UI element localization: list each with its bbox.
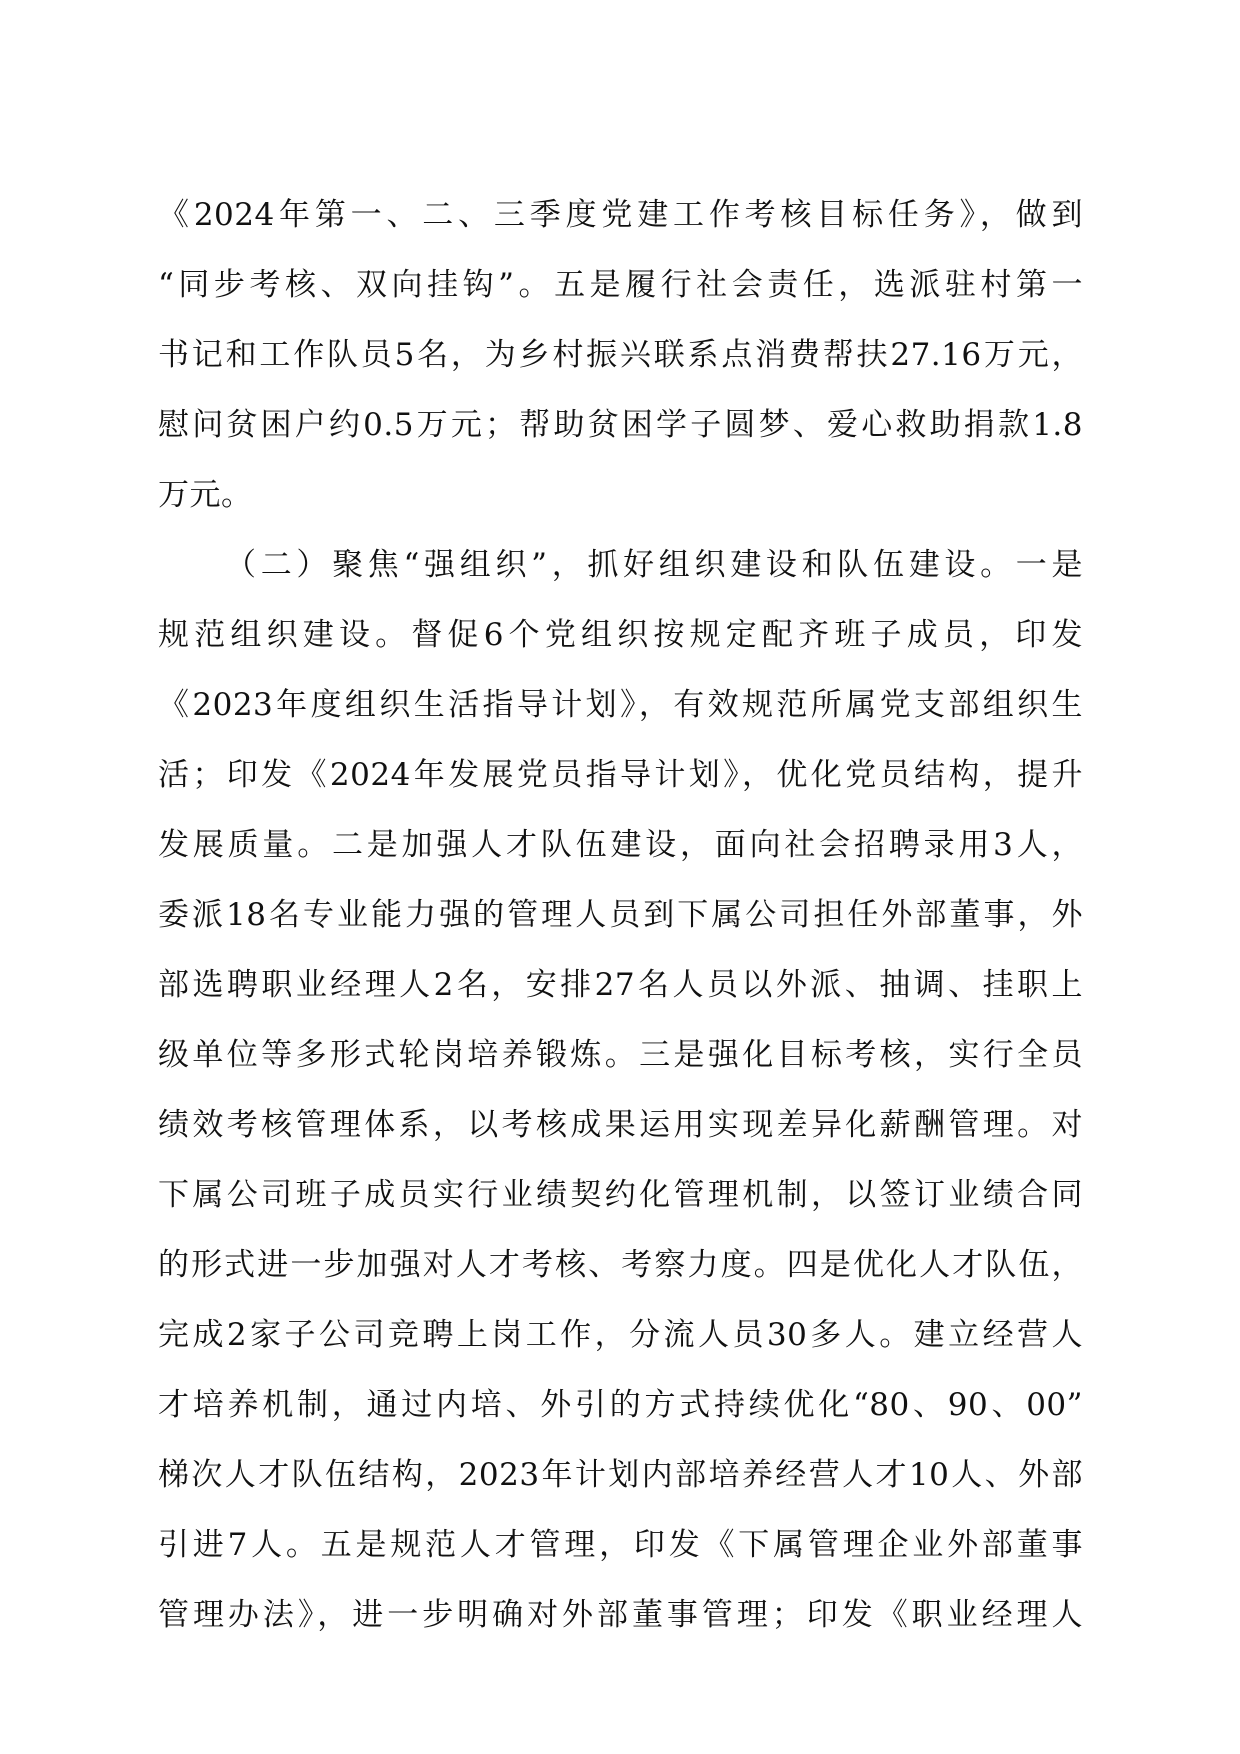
text-line: 的形式进一步加强对人才考核、考察力度。四是优化人才队伍， bbox=[158, 1247, 1083, 1283]
text-line: 《2024年第一、二、三季度党建工作考核目标任务》，做到 bbox=[158, 197, 1083, 233]
text-line: 完成2家子公司竞聘上岗工作，分流人员30多人。建立经营人 bbox=[158, 1317, 1083, 1353]
text-line: 万元。 bbox=[158, 477, 253, 513]
text-line: 规范组织建设。督促6个党组织按规定配齐班子成员，印发 bbox=[158, 617, 1083, 653]
section-heading-line: （二）聚焦“强组织”，抓好组织建设和队伍建设。一是 bbox=[225, 547, 1083, 583]
text-line: 《2023年度组织生活指导计划》，有效规范所属党支部组织生 bbox=[158, 687, 1083, 723]
text-line: 级单位等多形式轮岗培养锻炼。三是强化目标考核，实行全员 bbox=[158, 1037, 1083, 1073]
text-line: 梯次人才队伍结构，2023年计划内部培养经营人才10人、外部 bbox=[158, 1457, 1083, 1493]
text-line: 才培养机制，通过内培、外引的方式持续优化“80、90、00” bbox=[158, 1387, 1083, 1423]
text-line: 下属公司班子成员实行业绩契约化管理机制，以签订业绩合同 bbox=[158, 1177, 1083, 1213]
text-line: 发展质量。二是加强人才队伍建设，面向社会招聘录用3人， bbox=[158, 827, 1083, 863]
text-line: 管理办法》，进一步明确对外部董事管理；印发《职业经理人 bbox=[158, 1597, 1083, 1633]
text-line: 委派18名专业能力强的管理人员到下属公司担任外部董事，外 bbox=[158, 897, 1083, 933]
text-line: 活；印发《2024年发展党员指导计划》，优化党员结构，提升 bbox=[158, 757, 1083, 793]
text-line: 书记和工作队员5名，为乡村振兴联系点消费帮扶27.16万元， bbox=[158, 337, 1083, 373]
text-line: 慰问贫困户约0.5万元；帮助贫困学子圆梦、爱心救助捐款1.8 bbox=[158, 407, 1083, 443]
text-line: 引进7人。五是规范人才管理，印发《下属管理企业外部董事 bbox=[158, 1527, 1083, 1563]
text-line: 部选聘职业经理人2名，安排27名人员以外派、抽调、挂职上 bbox=[158, 967, 1083, 1003]
text-line: 绩效考核管理体系，以考核成果运用实现差异化薪酬管理。对 bbox=[158, 1107, 1083, 1143]
text-line: “同步考核、双向挂钩”。五是履行社会责任，选派驻村第一 bbox=[158, 267, 1083, 303]
